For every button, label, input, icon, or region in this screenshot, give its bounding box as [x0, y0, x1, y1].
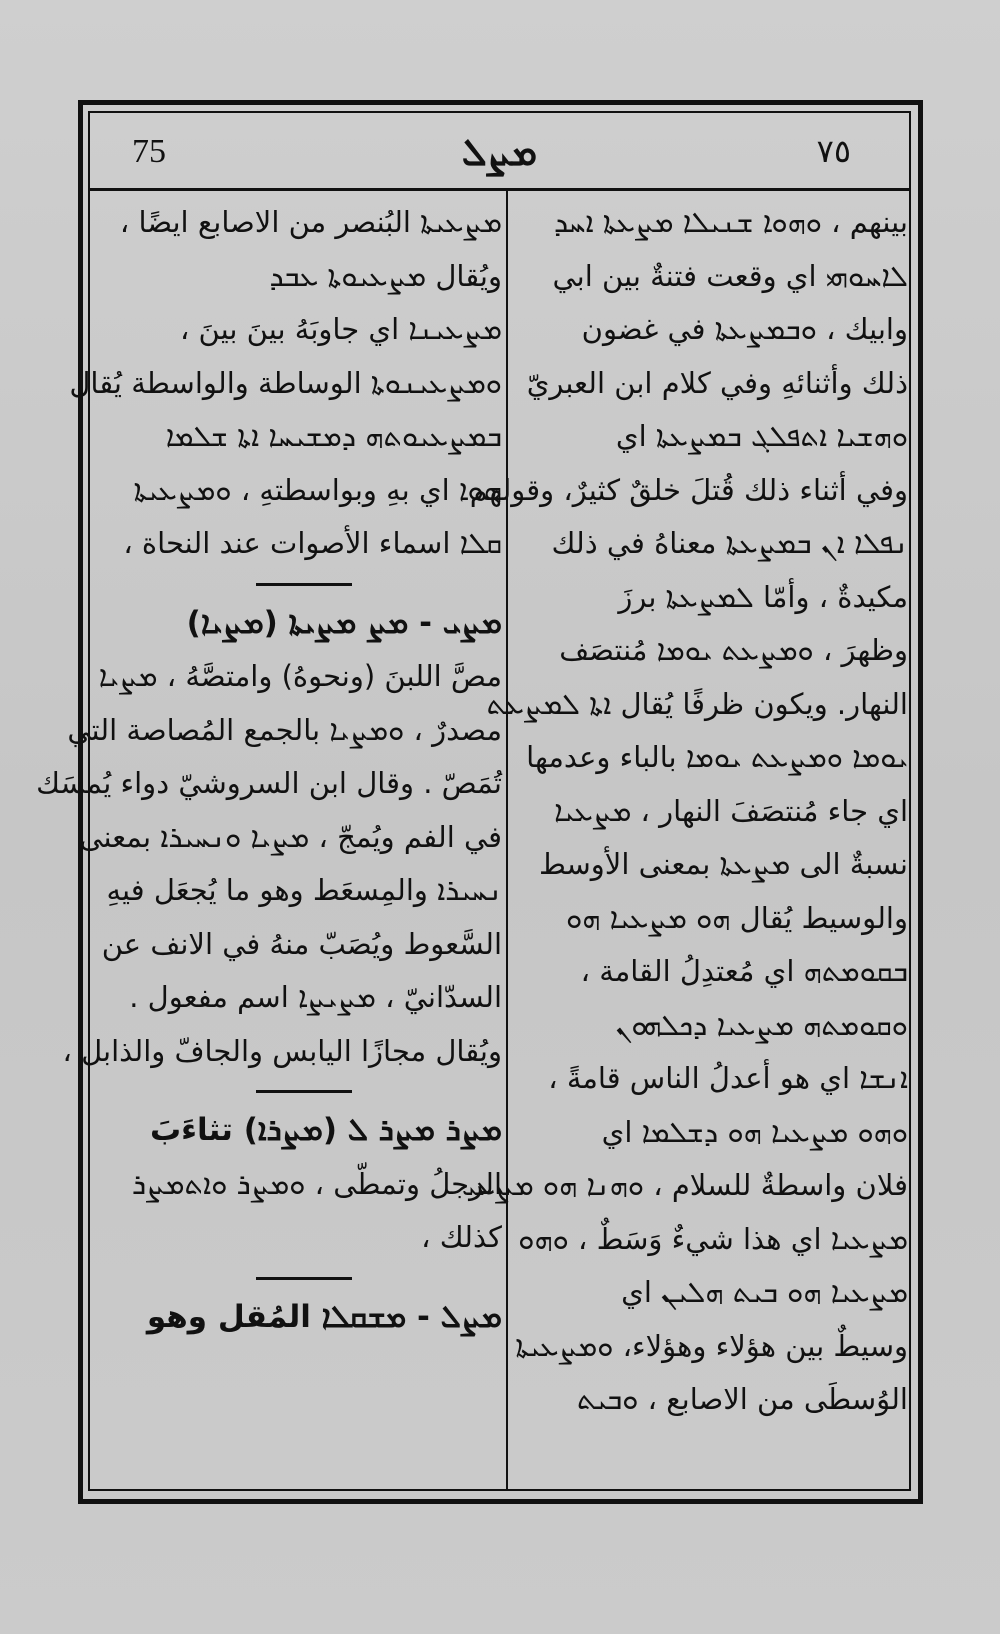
text-line: وابيك ، ܘܒܡܨܥܬܐ في غضون	[581, 312, 908, 346]
text-line: ܢܚܝܪܐ والمِسعَط وهو ما يُجعَل فيهِ	[106, 873, 502, 907]
running-head: ܡܨܠ	[461, 130, 538, 174]
text-line: النهار. ويكون ظرفًا يُقال ܐܬܐ ܠܡܨܥܬ	[486, 686, 908, 721]
text-line: ܒܡܨܥܝܘܬܗ ܕܡܫܝܚܐ ܐܬܐ ܫܠܡܐ	[165, 419, 502, 453]
text-line: ܡܨܥܝܬܐ البُنصر من الاصابع ايضًا ،	[119, 205, 502, 239]
text-line: في الفم ويُمجّ ، ܡܨܝܐ ܘܢܚܝܪܐ بمعنى	[79, 819, 502, 854]
text-line: ܘܗܘ ܡܨܥܝܐ ܗܘ ܕܫܠܡܐ اي	[601, 1114, 908, 1149]
entry-heading: ܡܨܠ - ܡܫܩܠܐ المُقل وهو	[146, 1298, 502, 1335]
page-number-arabic: ٧٥	[816, 132, 851, 170]
text-line: ܘܩܘܡܬܗ ܡܨܥܝܐ ܕܟܠܗܘܢ	[615, 1007, 908, 1042]
text-line: ܩܠܐ اسماء الأصوات عند النحاة ،	[123, 526, 502, 560]
entry-separator	[100, 1078, 502, 1104]
text-line: وسيطٌ بين هؤلاء وهؤلاء، ܘܡܨܥܝܬܐ	[515, 1328, 908, 1363]
text-line: ܘܡܨܥܝܢܘܬܐ الوساطة والواسطة يُقال	[69, 365, 502, 400]
text-line: الرجلُ وتمطّى ، ܘܡܨܪ ܘܐܬܡܨܪ	[131, 1166, 502, 1201]
text-line: وظهرَ ، ܘܡܨܥܬ ܝܘܡܐ مُنتصَف	[559, 633, 908, 667]
page-number-latin: 75	[132, 133, 166, 170]
text-line: السدّانيّ ، ܡܨܝܨܐ اسم مفعول .	[129, 980, 502, 1014]
text-line: ܡܨܥܝܢܐ اي جاوبَهُ بينَ بينَ ،	[179, 312, 502, 346]
text-line: مصدرٌ ، ܘܡܨܝܐ بالجمع المُصاصة التي	[67, 712, 502, 747]
text-line: والوسيط يُقال ܗܘ ܡܨܥܝܐ ܗܘ	[566, 900, 908, 935]
entry-separator	[100, 571, 502, 597]
text-line: بينهم ، ܘܗܘܐ ܫܢܝܠܐ ܡܨܥܬܐ ܐܚܕ	[553, 205, 908, 239]
entry-heading: ܡܨܝ - ܡܨ ܡܨܝܬܐ (ܡܨܝܐ)	[186, 604, 502, 641]
text-line: ܡܨܥܝܐ اي هذا شيءٌ وَسَطٌ ، ܘܗܘ	[518, 1221, 908, 1256]
text-line: ܠܐܚܘܗܝ اي وقعت فتنةٌ بين ابي	[552, 258, 908, 293]
text-line: ويُقال ܡܨܥܝܘܬܐ ܥܒܕ	[269, 258, 502, 293]
header-rule	[90, 188, 909, 191]
text-line: ܢܦܠܐ ܐܢ ܒܡܨܥܬܐ معناهُ في ذلك	[551, 526, 908, 560]
text-line: ܐܢܫܐ اي هو أعدلُ الناس قامةً ،	[548, 1061, 908, 1095]
text-line: كذلك ،	[421, 1220, 502, 1254]
text-line: وفي أثناء ذلك قُتلَ خلقٌ كثيرٌ، وقولهم	[469, 472, 908, 507]
text-line: مصَّ اللبنَ (ونحوهُ) وامتصَّهُ ، ܡܨܝܐ	[98, 659, 502, 693]
text-line: ويُقال مجازًا اليابس والجافّ والذابل ،	[62, 1033, 502, 1068]
text-line: نسبةٌ الى ܡܨܥܬܐ بمعنى الأوسط	[538, 847, 908, 881]
left-column	[36, 196, 502, 1344]
text-line: اي جاء مُنتصَفَ النهار ، ܡܨܥܝܐ	[554, 793, 908, 828]
text-line: ܗܘܐ اي بهِ وبواسطتهِ ، ܘܡܨܥܝܬܐ	[133, 472, 502, 507]
entry-heading: ܡܨܪ ܡܨܪ ܠ (ܡܨܪܐ) تثاءَبَ	[149, 1112, 502, 1148]
text-line: ܒܩܘܡܬܗ اي مُعتدِلُ القامة ،	[580, 954, 908, 988]
text-line: السَّعوط ويُصَبّ منهُ في الانف عن	[101, 926, 502, 961]
text-line: ܘܗܫܝܐ ܐܬܦܠܓ ܒܡܨܥܬܐ اي	[615, 419, 908, 453]
text-line: الوُسطَى من الاصابع ، ܘܒܝܬ	[577, 1382, 908, 1416]
column-divider	[506, 190, 508, 1490]
entry-separator	[100, 1265, 502, 1291]
text-line: ܝܘܡܐ ܘܡܨܥܬ ܝܘܡܐ بالباء وعدمها	[526, 740, 908, 774]
text-line: مكيدةٌ ، وأمّا ܠܡܨܥܬܐ برزَ	[618, 579, 908, 614]
page-header	[90, 118, 909, 188]
text-line: ܡܨܥܝܐ ܗܘ ܒܝܬ ܗܠܝܢ اي	[621, 1275, 908, 1309]
text-line: فلان واسطةٌ للسلام ، ܘܗܢܐ ܗܘ ܡܨܥܝ	[461, 1168, 908, 1202]
text-line: تُمَصّ . وقال ابن السروشيّ دواء يُمسَك	[36, 766, 502, 800]
text-line: ذلك وأثنائهِ وفي كلام ابن العبريّ	[526, 365, 908, 400]
